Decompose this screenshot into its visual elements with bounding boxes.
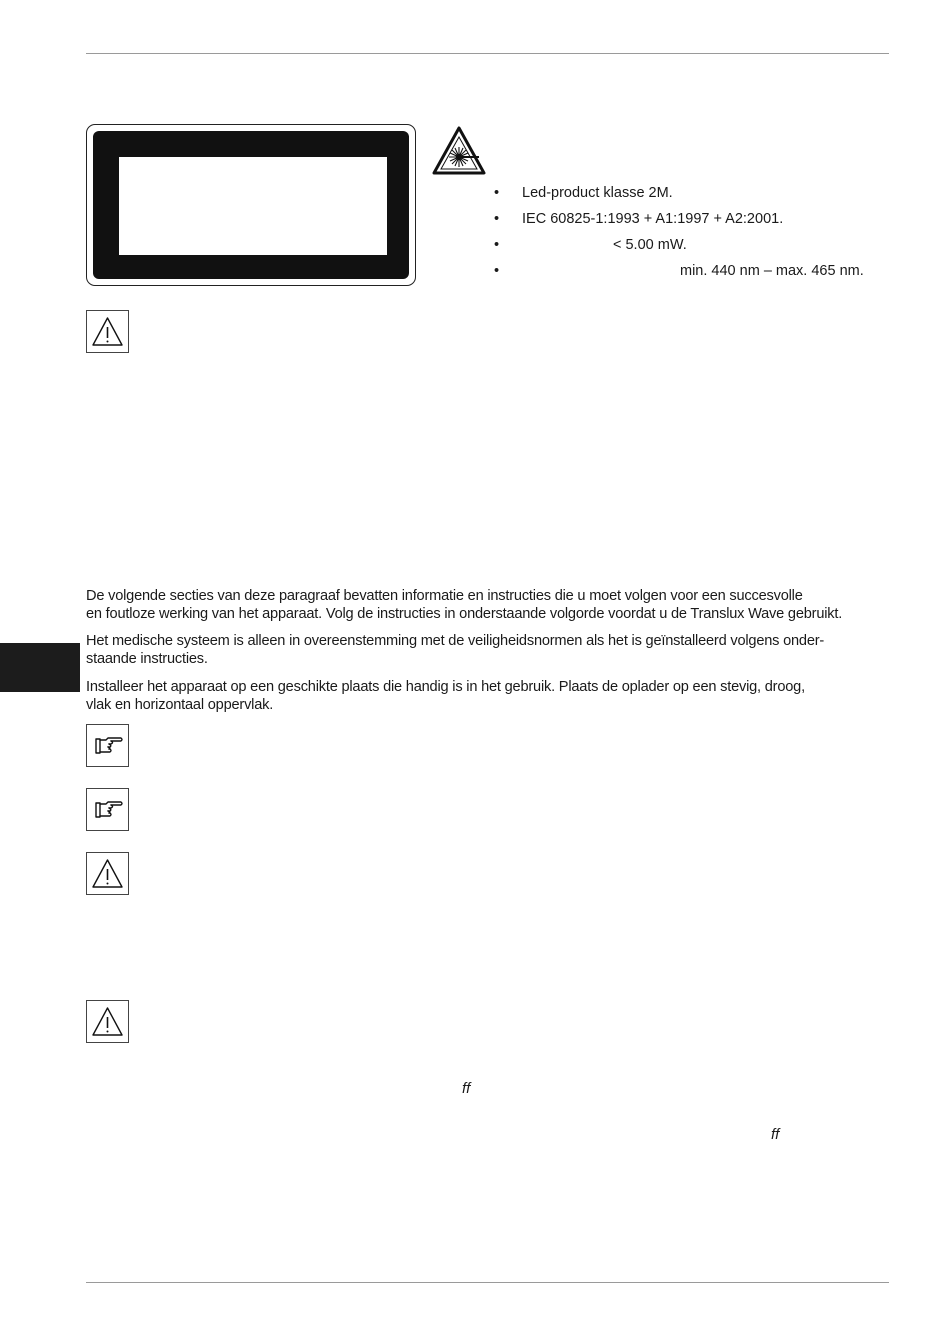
text-line: en foutloze werking van het apparaat. Volg de instructies in onderstaande volgorde voordat u de Translux Wave gebruikt. (86, 606, 843, 622)
ligature-fragment: ff (462, 1080, 471, 1097)
caution-icon (90, 856, 125, 891)
text-line: Installeer het apparaat op een geschikte plaats die handig is in het gebruik. Plaats de oplader op een stevig, droog, (86, 679, 805, 695)
label-border (93, 131, 409, 279)
text-line: De volgende secties van deze paragraaf bevatten informatie en instructies die u moet volgen voor een succesvolle (86, 588, 803, 604)
bullet-mark: • (494, 185, 500, 201)
caution-icon (90, 1004, 125, 1039)
paragraph-install (86, 678, 906, 714)
spec-text: < 5.00 mW. (613, 237, 687, 253)
bullet-mark: • (494, 237, 500, 253)
chapter-tab (0, 643, 80, 692)
pointing-hand-icon (90, 792, 125, 827)
ligature-fragment: ff (771, 1126, 780, 1143)
bullet-mark: • (494, 263, 500, 279)
laser-warning-icon (432, 126, 486, 176)
text-line: staande instructies. (86, 651, 208, 667)
pointing-hand-icon (90, 728, 125, 763)
label-window (119, 157, 387, 255)
caution-icon-box (86, 1000, 129, 1043)
spec-text: Led-product klasse 2M. (522, 185, 673, 201)
paragraph-intro (86, 587, 906, 623)
laser-product-label (86, 124, 416, 286)
caution-icon-box (86, 310, 129, 353)
bullet-mark: • (494, 211, 500, 227)
note-icon-box (86, 724, 129, 767)
paragraph-safety (86, 632, 906, 668)
footer-rule (86, 1282, 889, 1283)
spec-text: min. 440 nm – max. 465 nm. (680, 263, 864, 279)
note-icon-box (86, 788, 129, 831)
header-rule (86, 53, 889, 54)
caution-icon (90, 314, 125, 349)
text-line: vlak en horizontaal oppervlak. (86, 697, 274, 713)
text-line: Het medische systeem is alleen in overeenstemming met de veiligheidsnormen als het is geïnstalleerd volgens onder- (86, 633, 825, 649)
caution-icon-box (86, 852, 129, 895)
spec-text: IEC 60825-1:1993 + A1:1997 + A2:2001. (522, 211, 784, 227)
